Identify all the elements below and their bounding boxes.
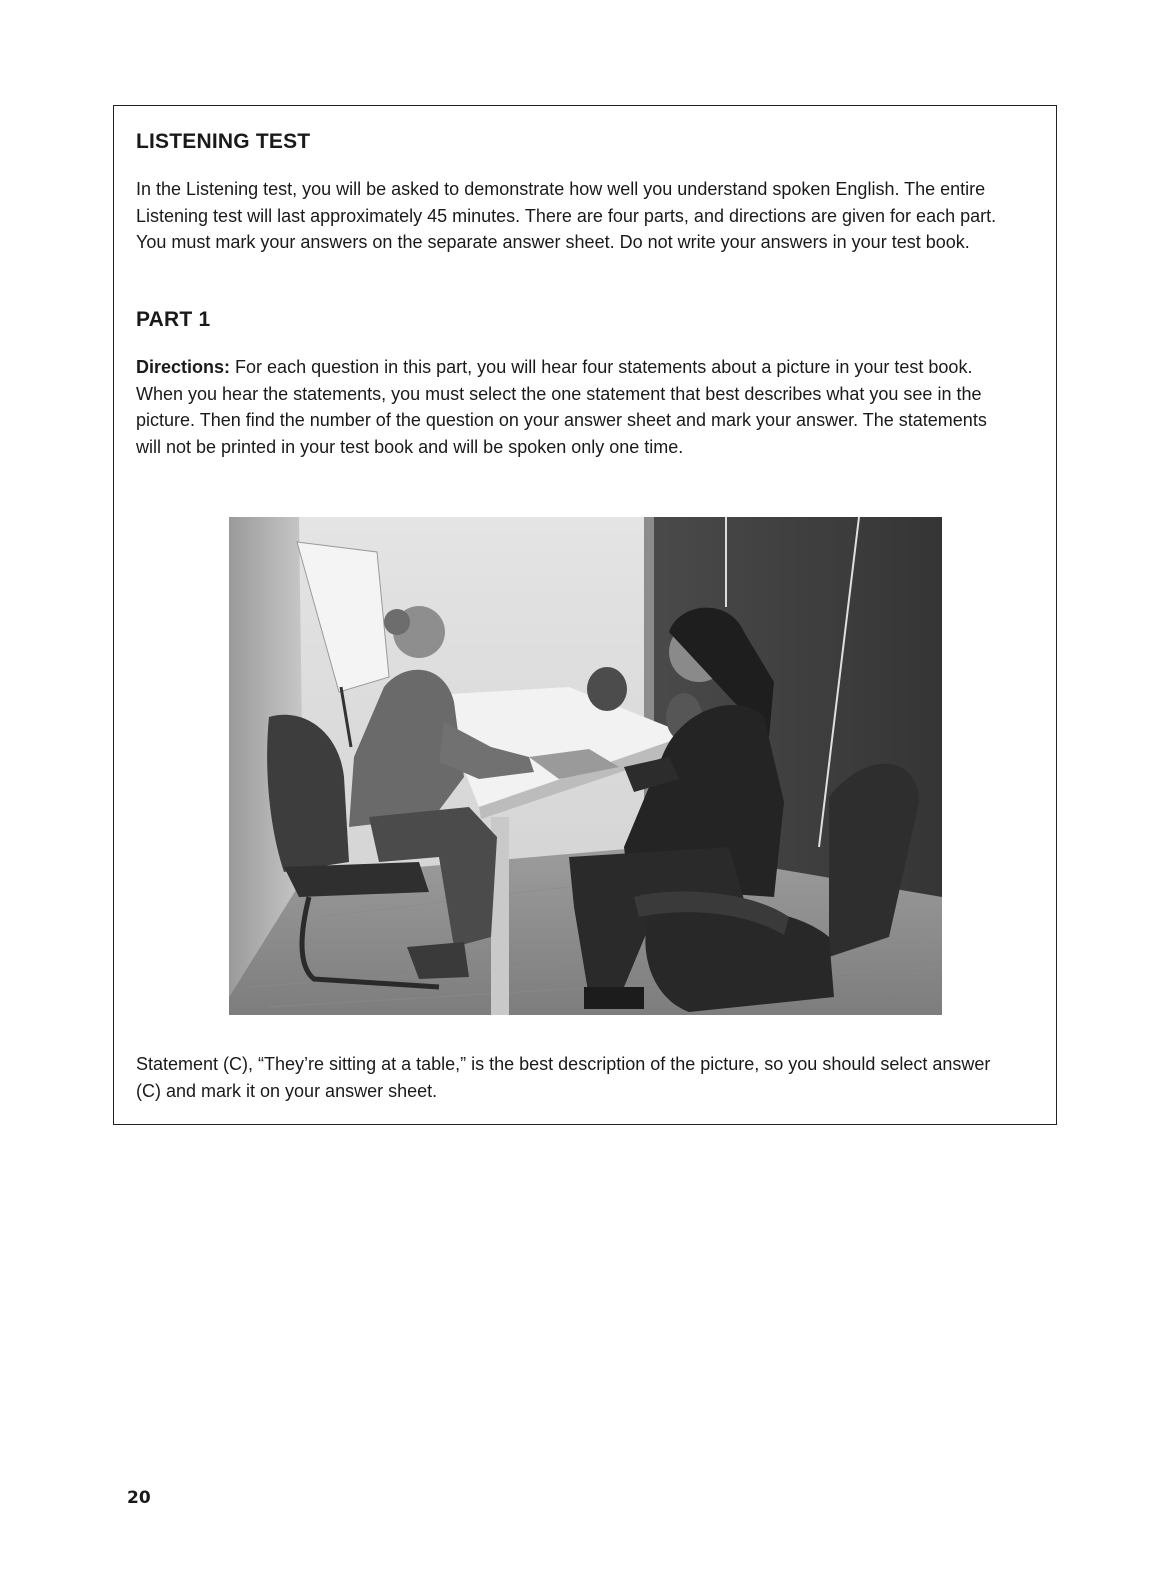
page-number: 20 xyxy=(127,1488,151,1508)
section-title: LISTENING TEST xyxy=(136,130,311,153)
meeting-room-photo xyxy=(229,517,942,1015)
part-title: PART 1 xyxy=(136,308,211,331)
intro-paragraph: In the Listening test, you will be asked to demonstrate how well you understand spoken English. The entire Listening test will last approximately 45 minutes. There are four parts, and directions are given for each part. You must mark your answers on the separate answer sheet. Do not write your answers in your test book. xyxy=(136,179,997,252)
listening-test-box xyxy=(113,105,1057,1125)
directions-paragraph xyxy=(136,354,1016,460)
directions-label: Directions: xyxy=(136,357,231,377)
example-photo xyxy=(229,517,942,1015)
directions-text: For each question in this part, you will hear four statements about a picture in your test book. When you hear the statements, you must select the one statement that best describes what you see in the picture. Then find the number of the question on your answer sheet and mark your answer. The statements will not be printed in your test book and will be spoken only one time. xyxy=(136,357,987,457)
example-paragraph: Statement (C), “They’re sitting at a table,” is the best description of the picture, so you should select answer (C) and mark it on your answer sheet. xyxy=(136,1054,991,1101)
